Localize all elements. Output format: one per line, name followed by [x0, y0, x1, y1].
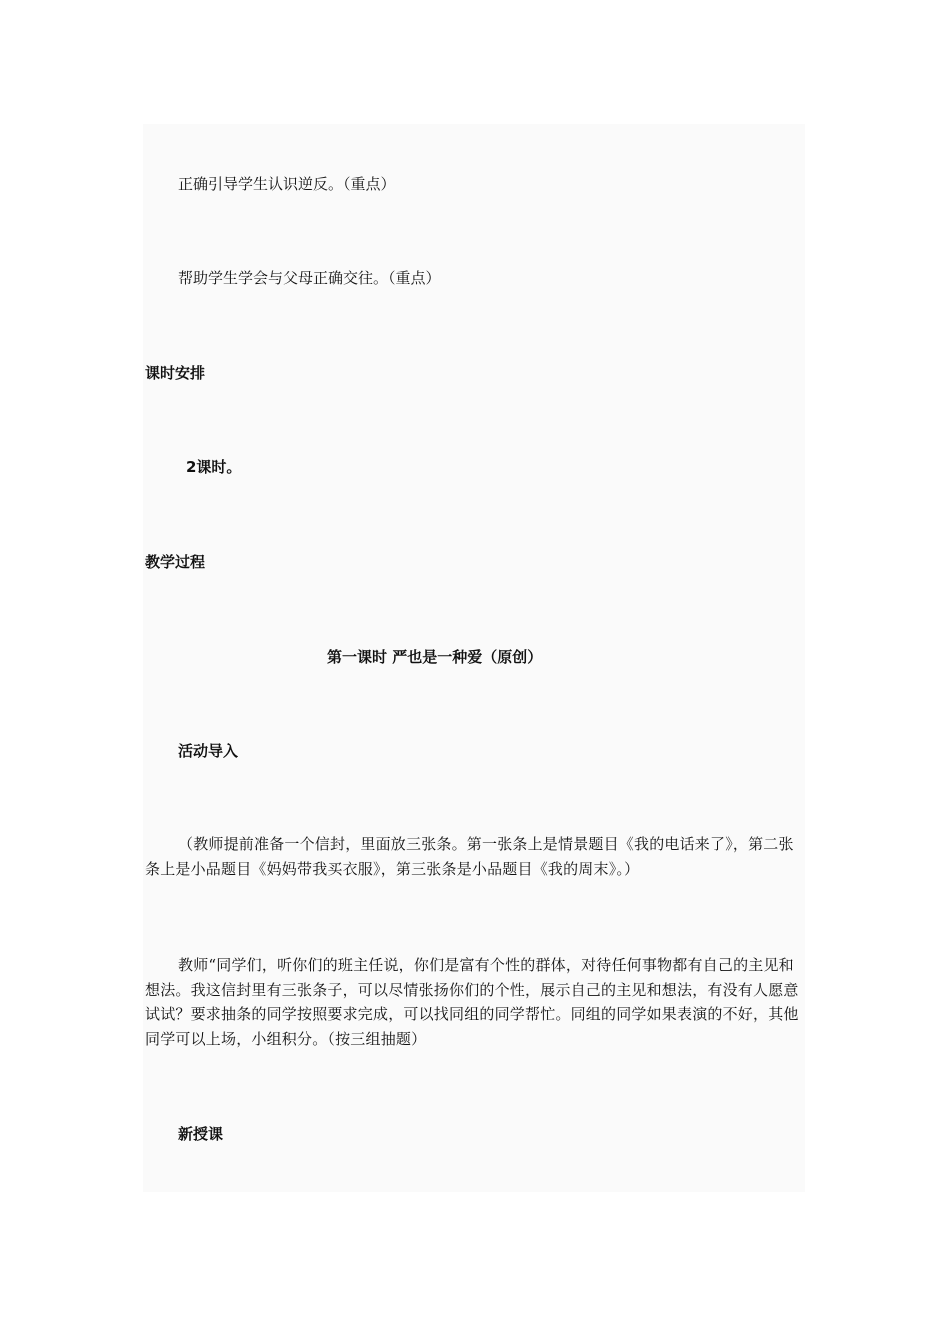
process-heading: 教学过程: [145, 553, 206, 571]
activity-heading: 活动导入: [178, 742, 239, 760]
new-lesson-heading: 新授课: [178, 1125, 224, 1143]
activity-note: （教师提前准备一个信封，里面放三张条。第一张条上是情景题目《我的电话来了》，第二张条上是小品题目《妈妈带我买衣服》，第三张条是小品题目《我的周末》。）: [145, 835, 794, 878]
teacher-speech: 教师“同学们，听你们的班主任说，你们是富有个性的群体，对待任何事物都有自己的主见和想法。我这信封里有三张条子，可以尽情张扬你们的个性，展示自己的主见和想法，有没有人愿意试试？要求抽条的同学按照要求完成，可以找同组的同学帮忙。同组的同学如果表演的不好，其他同学可以上场，小组积分。（按三组抽题）: [145, 956, 799, 1048]
schedule-value: 2课时。: [186, 458, 242, 476]
goal-line-2: 帮助学生学会与父母正确交往。（重点）: [178, 269, 441, 287]
schedule-heading: 课时安排: [145, 364, 206, 382]
lesson-title: 第一课时 严也是一种爱（原创）: [327, 648, 543, 666]
goal-line-1: 正确引导学生认识逆反。（重点）: [178, 175, 396, 193]
